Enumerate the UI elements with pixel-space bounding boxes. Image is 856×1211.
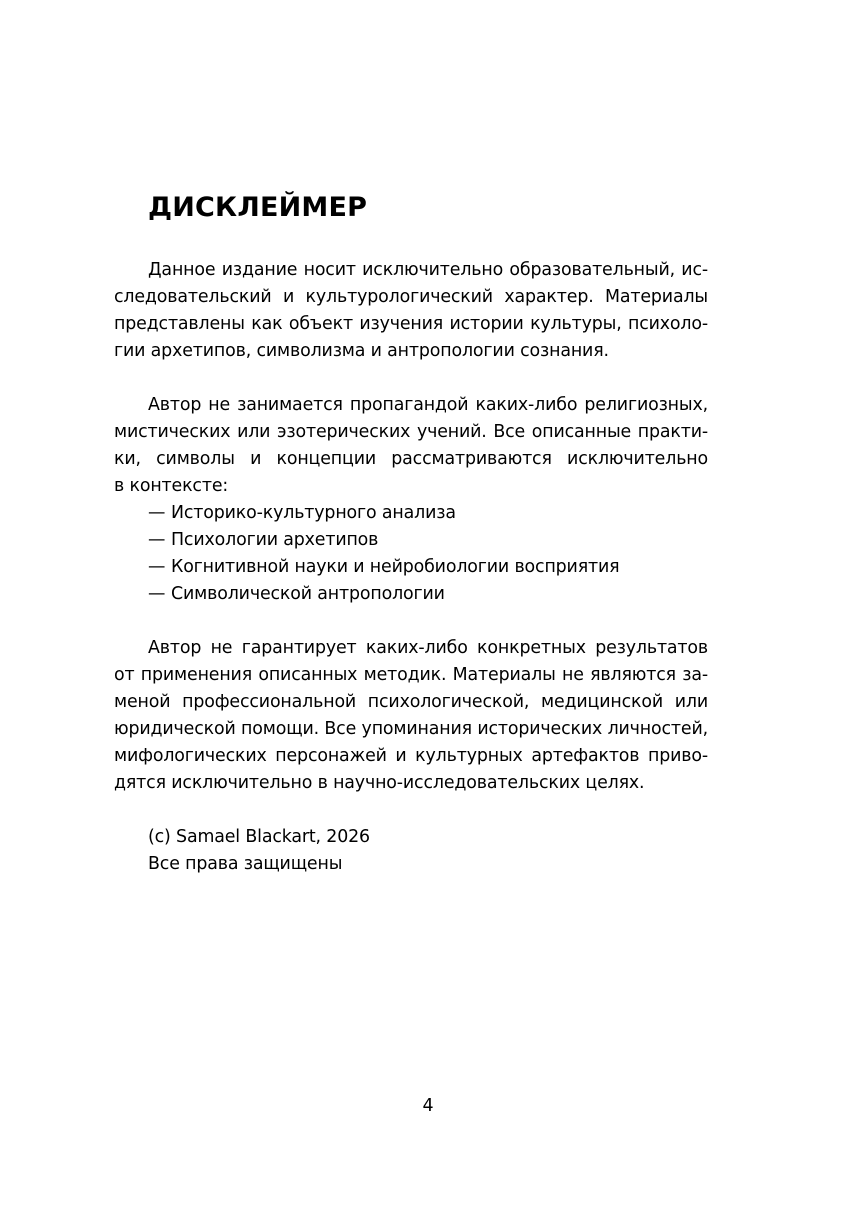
- list-item-text: Историко-культурного анализа: [171, 503, 456, 523]
- text-line: меной профессиональной психологической, медицинской или: [114, 692, 708, 712]
- copyright-notice: (c) Samael Blackart, 2026: [148, 827, 370, 847]
- text-line: от применения описанных методик. Материалы не являются за-: [114, 665, 708, 685]
- dash-marker: —: [148, 557, 166, 577]
- dash-marker: —: [148, 503, 166, 523]
- text-line: дятся исключительно в научно-исследовательских целях.: [114, 773, 645, 793]
- text-line: представлены как объект изучения истории культуры, психоло-: [114, 314, 708, 334]
- text-line: мифологических персонажей и культурных артефактов приво-: [114, 746, 708, 766]
- page-title: ДИСКЛЕЙМЕР: [148, 192, 368, 223]
- text-line: мистических или эзотерических учений. Все описанные практи-: [114, 422, 708, 442]
- text-line: юридической помощи. Все упоминания исторических личностей,: [114, 719, 708, 739]
- text-line: Автор не гарантирует каких-либо конкретных результатов: [148, 638, 708, 658]
- text-line: гии архетипов, символизма и антропологии сознания.: [114, 341, 609, 361]
- text-line: следовательский и культурологический характер. Материалы: [114, 287, 708, 307]
- list-item: [148, 554, 619, 581]
- list-item-text: Когнитивной науки и нейробиологии восприятия: [171, 557, 620, 577]
- dash-marker: —: [148, 584, 166, 604]
- text-line: Данное издание носит исключительно образовательный, ис-: [148, 260, 708, 280]
- text-line: ки, символы и концепции рассматриваются исключительно: [114, 449, 708, 469]
- list-item-text: Символической антропологии: [171, 584, 445, 604]
- list-item: [148, 527, 378, 554]
- dash-marker: —: [148, 530, 166, 550]
- list-item-text: Психологии архетипов: [171, 530, 379, 550]
- page-number: 4: [422, 1096, 434, 1116]
- text-line: в контексте:: [114, 476, 229, 496]
- list-item: [148, 581, 445, 608]
- rights-notice: Все права защищены: [148, 854, 343, 874]
- list-item: [148, 500, 456, 527]
- text-line: Автор не занимается пропагандой каких-либо религиозных,: [148, 395, 708, 415]
